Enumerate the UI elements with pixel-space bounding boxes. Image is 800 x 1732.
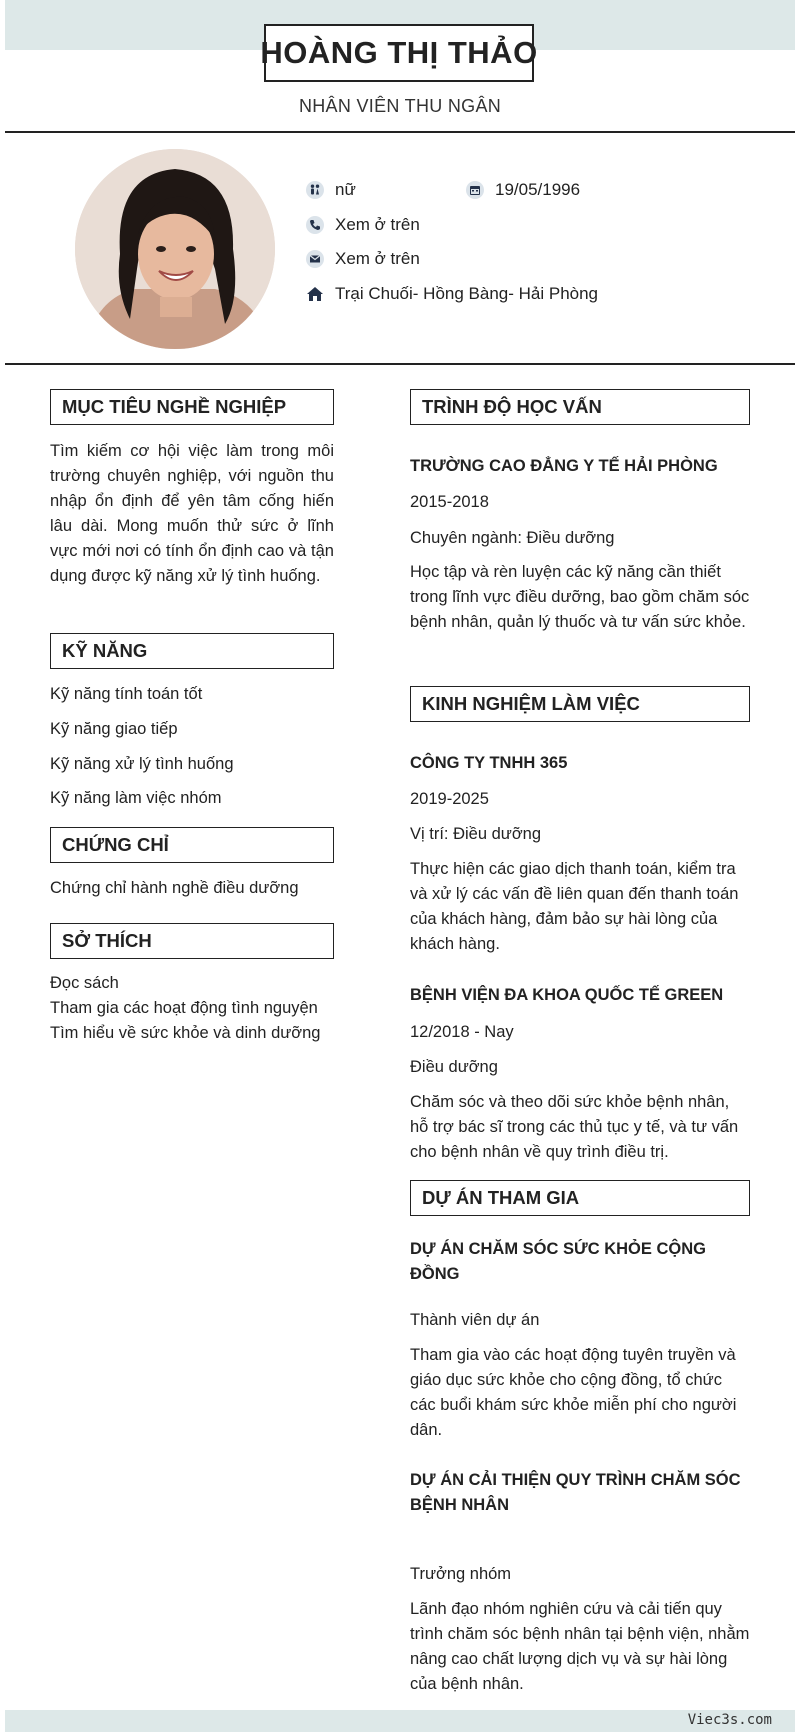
phone-row <box>305 215 420 235</box>
project-name: DỰ ÁN CHĂM SÓC SỨC KHỎE CỘNG ĐỒNG <box>410 1240 706 1283</box>
avatar <box>75 149 275 349</box>
name-box <box>260 24 538 82</box>
calendar-icon <box>465 180 485 200</box>
divider-top <box>5 131 795 133</box>
projects-heading: DỰ ÁN THAM GIA <box>410 1180 750 1216</box>
email-icon <box>305 249 325 269</box>
job-description: Chăm sóc và theo dõi sức khỏe bệnh nhân, hỗ trợ bác sĩ trong các thủ tục y tế, và tư vấn cho bệnh nhân về quy trình điều trị. <box>410 1093 739 1161</box>
gender-value: nữ <box>335 180 356 199</box>
birthday-row <box>465 180 580 200</box>
hobby-item: Tìm hiểu về sức khỏe và dinh dưỡng <box>50 1024 321 1042</box>
project-role: Trưởng nhóm <box>410 1565 512 1583</box>
skill-item: Kỹ năng giao tiếp <box>50 720 178 738</box>
project-role: Thành viên dự án <box>410 1311 540 1329</box>
certificate-item: Chứng chỉ hành nghề điều dưỡng <box>50 879 299 897</box>
birthday-value: 19/05/1996 <box>495 180 581 199</box>
hobby-item: Đọc sách <box>50 974 119 992</box>
education-school: TRƯỜNG CAO ĐẲNG Y TẾ HẢI PHÒNG <box>410 457 718 475</box>
gender-icon <box>305 180 325 200</box>
divider-middle <box>5 363 795 365</box>
job-period: 2019-2025 <box>410 790 489 808</box>
objective-text: Tìm kiếm cơ hội việc làm trong môi trường chuyên nghiệp, với nguồn thu nhập ổn định để yên tâm cống hiến lâu dài. Mong muốn thử sức ở lĩnh vực mới nơi có tính ổn định cao và tận dụng được kỹ năng xử lý tình huống. <box>50 442 334 585</box>
project-description: Lãnh đạo nhóm nghiên cứu và cải tiến quy trình chăm sóc bệnh nhân tại bệnh viện, nhằm nâng cao chất lượng dịch vụ và sự hài lòng của bệnh nhân. <box>410 1600 750 1693</box>
job-company: CÔNG TY TNHH 365 <box>410 754 568 772</box>
address-row <box>305 284 598 304</box>
education-heading: TRÌNH ĐỘ HỌC VẤN <box>410 389 750 425</box>
project-name: DỰ ÁN CẢI THIỆN QUY TRÌNH CHĂM SÓC BỆNH NHÂN <box>410 1471 741 1514</box>
skill-item: Kỹ năng xử lý tình huống <box>50 755 234 773</box>
watermark: Viec3s.com <box>687 1712 772 1728</box>
education-period: 2015-2018 <box>410 493 489 511</box>
project-description: Tham gia vào các hoạt động tuyên truyền và giáo dục sức khỏe cho cộng đồng, tổ chức các buổi khám sức khỏe miễn phí cho người dân. <box>410 1346 737 1439</box>
hobby-item: Tham gia các hoạt động tình nguyện <box>50 999 318 1017</box>
bottom-band <box>5 1710 795 1732</box>
certificates-heading: CHỨNG CHỈ <box>50 827 334 863</box>
candidate-name: HOÀNG THỊ THẢO <box>260 35 538 70</box>
skill-item: Kỹ năng tính toán tốt <box>50 685 203 703</box>
home-icon <box>305 284 325 304</box>
skill-item: Kỹ năng làm việc nhóm <box>50 789 222 807</box>
experience-heading: KINH NGHIỆM LÀM VIỆC <box>410 686 750 722</box>
objective-heading: MỤC TIÊU NGHỀ NGHIỆP <box>50 389 334 425</box>
job-description: Thực hiện các giao dịch thanh toán, kiểm tra và xử lý các vấn đề liên quan đến thanh toán của khách hàng, đảm bảo sự hài lòng của khách hàng. <box>410 860 739 953</box>
job-position: Điều dưỡng <box>410 1058 498 1076</box>
address-value: Trại Chuối- Hồng Bàng- Hải Phòng <box>335 284 599 303</box>
job-title: NHÂN VIÊN THU NGÂN <box>298 96 502 116</box>
email-value: Xem ở trên <box>335 249 420 268</box>
hobbies-heading: SỞ THÍCH <box>50 923 334 959</box>
job-position: Vị trí: Điều dưỡng <box>410 825 542 843</box>
phone-value: Xem ở trên <box>335 215 420 234</box>
education-major: Chuyên ngành: Điều dưỡng <box>410 529 615 547</box>
email-row <box>305 249 420 269</box>
job-period: 12/2018 - Nay <box>410 1023 514 1041</box>
phone-icon <box>305 215 325 235</box>
education-description: Học tập và rèn luyện các kỹ năng cần thiết trong lĩnh vực điều dưỡng, bao gồm chăm sóc bệnh nhân, quản lý thuốc và tư vấn sức khỏe. <box>410 563 750 631</box>
job-company: BỆNH VIỆN ĐA KHOA QUỐC TẾ GREEN <box>410 986 724 1004</box>
skills-heading: KỸ NĂNG <box>50 633 334 669</box>
gender-row <box>305 180 356 200</box>
